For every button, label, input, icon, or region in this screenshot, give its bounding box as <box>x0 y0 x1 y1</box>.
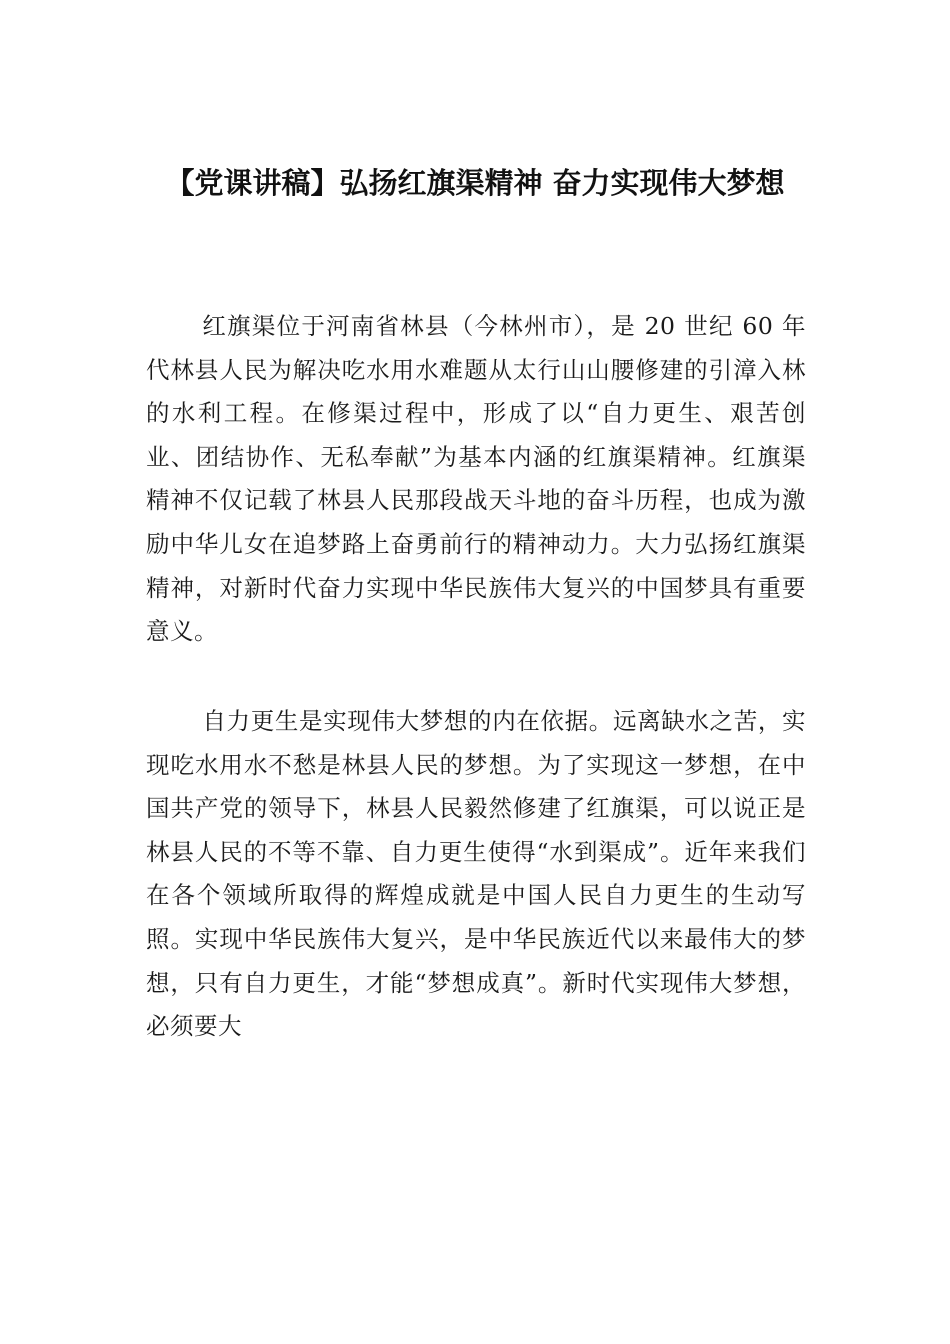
paragraph-1: 红旗渠位于河南省林县（今林州市），是 20 世纪 60 年代林县人民为解决吃水用水难题从太行山山腰修建的引漳入林的水利工程。在修渠过程中，形成了以“自力更生、艰苦创业、团结协作、无私奉献”为基本内涵的红旗渠精神。红旗渠精神不仅记载了林县人民那段战天斗地的奋斗历程，也成为激励中华儿女在追梦路上奋勇前行的精神动力。大力弘扬红旗渠精神，对新时代奋力实现中华民族伟大复兴的中国梦具有重要意义。 <box>146 312 806 646</box>
paragraph-2: 自力更生是实现伟大梦想的内在依据。远离缺水之苦，实现吃水用水不愁是林县人民的梦想。为了实现这一梦想，在中国共产党的领导下，林县人民毅然修建了红旗渠，可以说正是林县人民的不等不靠、自力更生使得“水到渠成”。近年来我们在各个领域所取得的辉煌成就是中国人民自力更生的生动写照。实现中华民族伟大复兴，是中华民族近代以来最伟大的梦想，只有自力更生，才能“梦想成真”。新时代实现伟大梦想，必须要大 <box>146 707 806 1041</box>
document-title: 【党课讲稿】弘扬红旗渠精神 奋力实现伟大梦想 <box>165 166 785 200</box>
